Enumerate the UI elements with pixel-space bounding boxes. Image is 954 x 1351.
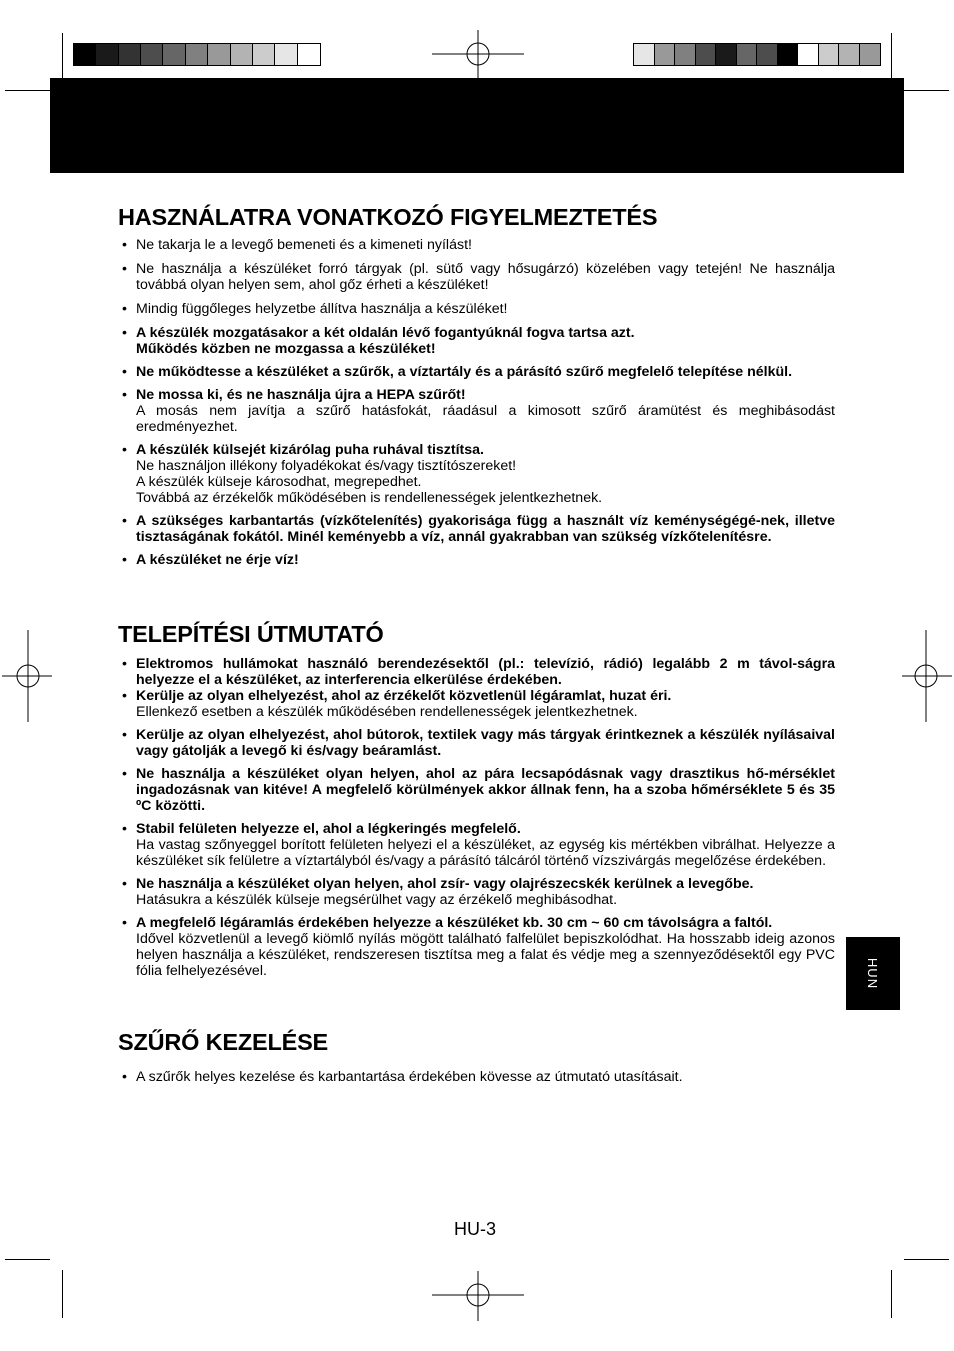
section-title-filter: SZŰRŐ KEZELÉSE <box>118 1029 329 1055</box>
color-swatch <box>96 44 118 65</box>
list-item-text: A mosás nem javítja a szűrő hatásfokát, ráadásul a kimosott szűrő áramütést és meghibásodást eredményezhet. <box>136 403 835 435</box>
page-number: HU-3 <box>454 1219 497 1239</box>
list-item <box>118 301 835 317</box>
list-item-bold-text: • Elektromos hullámokat használó berendezésektől (pl.: televízió, rádió) legalább 2 m távol-ságra helyezze el a készüléket, az interferencia elkerülése érdekében. <box>136 656 835 688</box>
list-item-text: • Ne takarja le a levegő bemeneti és a kimeneti nyílást! <box>136 237 472 253</box>
color-swatch <box>696 44 717 65</box>
list-item <box>118 364 835 380</box>
list-item-text: Ellenkező esetben a készülék működésében rendellenességek jelentkezhetnek. <box>136 704 638 720</box>
language-tab-label: HUN <box>865 957 881 990</box>
list-item-bold-text: • Ne használja a készüléket olyan helyen, ahol zsír- vagy olajrészecskék kerülnek a levegőbe. <box>136 876 754 892</box>
list-item-text: Ha vastag szőnyeggel borított felületen helyezi el a készüléket, az egység kis mértékben vibrálhat. Helyezze a készüléket sík felületre a víztartályból és/vagy a párásító tálcáról történő vízszivárgás megelőzése érdekében. <box>136 837 835 869</box>
list-item-bold-text: • Ne működtesse a készüléket a szűrők, a víztartály és a párásító szűrő megfelelő telepítése nélkül. <box>136 364 793 380</box>
crop-mark <box>62 1270 63 1318</box>
crop-mark <box>891 33 892 81</box>
color-swatch <box>119 44 141 65</box>
list-item-bold-text: • Kerülje az olyan elhelyezést, ahol bútorok, textilek vagy más tárgyak érintkeznek a készülék nyílásaival vagy gátolják a levegő ki és/vagy beáramlást. <box>136 727 835 759</box>
list-item-bold-text: Működés közben ne mozgassa a készüléket! <box>136 341 436 357</box>
section-title-installation: TELEPÍTÉSI ÚTMUTATÓ <box>118 621 384 647</box>
list-item-text: Idővel közvetlenül a levegő kiömlő nyílás mögött található falfelület bepiszkolódhat. Ha hosszabb ideig azonos helyen használja a készüléket, rendszeresen tisztítsa meg a falat és védje meg a szennyeződésektől egy PVC fólia felhelyezésével. <box>136 931 835 979</box>
color-swatch <box>74 44 96 65</box>
registration-mark-icon <box>432 30 524 80</box>
color-swatch <box>208 44 230 65</box>
list-item <box>118 261 835 293</box>
color-swatch <box>675 44 696 65</box>
list-item <box>118 688 835 720</box>
color-swatch <box>298 44 320 65</box>
header-band <box>50 78 904 173</box>
color-swatch <box>634 44 655 65</box>
crop-mark <box>904 1259 949 1260</box>
list-item-bold-text: • Ne használja a készüléket olyan helyen, ahol az pára lecsapódásnak vagy drasztikus hő-mérséklet ingadozásnak van kitéve! A megfelelő körülmények akkor állnak fenn, ha a szoba hőmérséklete 5 és 35 ºC közötti. <box>136 766 835 814</box>
list-item <box>118 237 835 253</box>
color-bar-right <box>633 43 881 66</box>
list-item-bold-text: • Stabil felületen helyezze el, ahol a légkeringés megfelelő. <box>136 821 521 837</box>
list-item-text: Továbbá az érzékelők működésében is rendellenességek jelentkezhetnek. <box>136 490 603 506</box>
list-item <box>118 442 835 506</box>
list-item <box>118 821 835 869</box>
color-swatch <box>819 44 840 65</box>
list-item <box>118 656 835 688</box>
list-item-text: • Mindig függőleges helyzetbe állítva használja a készüléket! <box>136 301 508 317</box>
color-swatch <box>737 44 758 65</box>
list-item-bold-text: • Kerülje az olyan elhelyezést, ahol az érzékelőt közvetlenül légáramlat, huzat éri. <box>136 688 672 704</box>
registration-mark-icon <box>2 630 52 722</box>
list-item-text: Ne használjon illékony folyadékokat és/vagy tisztítószereket! <box>136 458 517 474</box>
color-swatch <box>778 44 799 65</box>
list-item <box>118 325 835 357</box>
color-swatch <box>163 44 185 65</box>
warnings-list <box>118 237 835 568</box>
list-item-text: Hatásukra a készülék külseje megsérülhet vagy az érzékelő meghibásodhat. <box>136 892 618 908</box>
list-item <box>118 727 835 759</box>
color-swatch <box>716 44 737 65</box>
color-bar-left <box>73 43 321 66</box>
registration-mark-icon <box>902 630 952 722</box>
crop-mark <box>5 90 50 91</box>
list-item-text: • Ne használja a készüléket forró tárgyak (pl. sütő vagy hősugárzó) közelében vagy tetején! Ne használja továbbá olyan helyen sem, ahol gőz érheti a készüléket! <box>136 261 835 293</box>
list-item <box>118 387 835 435</box>
filter-list <box>118 1069 835 1085</box>
color-swatch <box>275 44 297 65</box>
color-swatch <box>757 44 778 65</box>
list-item-text: A készülék külseje károsodhat, megrepedhet. <box>136 474 422 490</box>
list-item-text: • A szűrők helyes kezelése és karbantartása érdekében kövesse az útmutató utasításait. <box>136 1069 683 1085</box>
list-item-bold-text: • A készülék mozgatásakor a két oldalán lévő fogantyúknál fogva tartsa azt. <box>136 325 635 341</box>
list-item <box>118 915 835 979</box>
crop-mark <box>5 1259 50 1260</box>
color-swatch <box>141 44 163 65</box>
crop-mark <box>62 33 63 81</box>
color-swatch <box>839 44 860 65</box>
color-swatch <box>655 44 676 65</box>
list-item-bold-text: • A készüléket ne érje víz! <box>136 552 299 568</box>
list-item <box>118 766 835 814</box>
color-swatch <box>186 44 208 65</box>
registration-mark-icon <box>432 1271 524 1321</box>
crop-mark <box>904 90 949 91</box>
list-item-bold-text: • A szükséges karbantartás (vízkőtelenítés) gyakorisága függ a használt víz keménységégé-nek, illetve tisztaságának fokától. Minél keményebb a víz, annál gyakrabban van szükség vízkőtelenítésre. <box>136 513 835 545</box>
list-item <box>118 552 835 568</box>
color-swatch <box>798 44 819 65</box>
color-swatch <box>860 44 880 65</box>
installation-list <box>118 656 835 979</box>
list-item-bold-text: • A készülék külsejét kizárólag puha ruhával tisztítsa. <box>136 442 484 458</box>
list-item <box>118 1069 835 1085</box>
list-item <box>118 876 835 908</box>
list-item-bold-text: • A megfelelő légáramlás érdekében helyezze a készüléket kb. 30 cm ~ 60 cm távolságra a faltól. <box>136 915 773 931</box>
language-tab <box>846 937 900 1010</box>
list-item-bold-text: • Ne mossa ki, és ne használja újra a HEPA szűrőt! <box>136 387 466 403</box>
color-swatch <box>231 44 253 65</box>
list-item <box>118 513 835 545</box>
color-swatch <box>253 44 275 65</box>
crop-mark <box>891 1270 892 1318</box>
section-title-warnings: HASZNÁLATRA VONATKOZÓ FIGYELMEZTETÉS <box>118 204 658 230</box>
